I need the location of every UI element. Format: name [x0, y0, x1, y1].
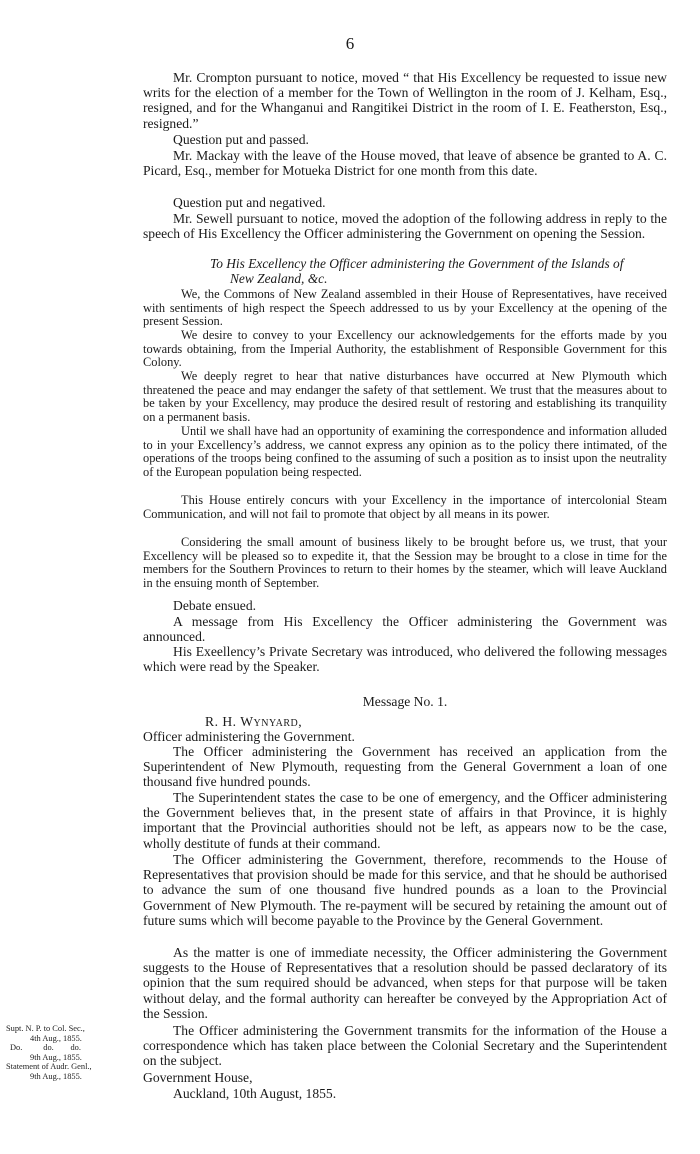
crompton-motion-paragraph: Mr. Crompton pursuant to notice, moved “ that His Excellency be requested to issue new writs for the election of a member for the Town of Wellington in the room of J. Kelham, Esq., resigned, and for the Whanganui and Rangitikei District in the room of I. E. Featherston, Esq., resigned.” — [143, 70, 667, 131]
message-paragraph-emergency: The Superintendent states the case to be one of emergency, and the Officer administering the Government believes that, in the present state of affairs in that Province, it is highly important that the Provincial authorities should not be left, as appears now to be the case, wholly destitute of funds at their command. — [143, 790, 667, 851]
mackay-motion-paragraph: Mr. Mackay with the leave of the House moved, that leave of absence be granted to A. C. Picard, Esq., member for Motueka District for one month from this date. — [143, 148, 667, 179]
message-office: Officer administering the Government. — [143, 729, 355, 744]
message-place: Government House, — [143, 1070, 253, 1085]
margin-note-line: Statement of Audr. Genl., — [6, 1062, 92, 1072]
margin-note — [6, 1024, 136, 1082]
message-date: Auckland, 10th August, 1855. — [173, 1086, 337, 1101]
message-paragraph-application: The Officer administering the Government has received an application from the Superintendent of New Plymouth, requesting from the General Government a loan of one thousand five hundred pounds. — [143, 744, 667, 790]
address-heading-line2: New Zealand, &c. — [230, 270, 328, 286]
address-paragraph-steam-communication: This House entirely concurs with your Excellency in the importance of intercolonial Steam Communication, and will not fail to promote that object by all means in its power. — [143, 493, 667, 521]
message-paragraph-recommendation: The Officer administering the Government, therefore, recommends to the House of Representatives that provision should be made for this service, and that he should be authorised to advance the sum of one thousand five hundred pounds as a loan to the Provincial Government of New Plymouth. The re-payment will be secured by retaining the amount out of future sums which will become payable to the Province by the General Government. — [143, 852, 667, 928]
question-passed-line: Question put and passed. — [173, 132, 309, 147]
message-paragraph-correspondence: The Officer administering the Government transmits for the information of the House a correspondence which has taken place between the Colonial Secretary and the Superintendent on the subject. — [143, 1023, 667, 1069]
address-paragraph-native-disturbances: We deeply regret to hear that native disturbances have occurred at New Plymouth which threatened the peace and may endanger the safety of that settlement. We trust that the measures about to be taken by your Excellency, may produce the desired result of restoring and establishing its tranquility on a permanent basis. — [143, 369, 667, 424]
sewell-motion-paragraph: Mr. Sewell pursuant to notice, moved the adoption of the following address in reply to the speech of His Excellency the Officer administering the Government on opening the Session. — [143, 211, 667, 242]
address-paragraph-acknowledgements: We desire to convey to your Excellency our acknowledgements for the efforts made by you towards obtaining, from the Imperial Authority, the establishment of Responsible Government for this Colony. — [143, 328, 667, 370]
message-signatory: R. H. Wynyard, — [205, 714, 303, 729]
message-paragraph-necessity: As the matter is one of immediate necessity, the Officer administering the Government suggests to the House of Representatives that a resolution should be passed declaratory of its opinion that the sum required should be advanced, when steps for that purpose will be taken without delay, and the formal authority can hereafter be conveyed by the Appropriation Act of the Session. — [143, 945, 667, 1021]
address-heading — [210, 257, 668, 286]
margin-note-line: Supt. N. P. to Col. Sec., — [6, 1024, 85, 1033]
message-title: Message No. 1. — [362, 694, 448, 709]
page-number: 6 — [345, 34, 355, 53]
address-paragraph-correspondence: Until we shall have had an opportunity of examining the correspondence and information alluded to in your Excellency’s address, we cannot express any opinion as to the policy there intimated, of the operations of the troops being confined to the assuming of such a position as to insist upon the neutrality of the European population being respected. — [143, 424, 667, 479]
address-paragraph-session-close: Considering the small amount of business likely to be brought before us, we trust, that your Excellency will be pleased so to expedite it, that the Session may be brought to a close in time for the members for the Southern Provinces to return to their homes by the steamer, which will leave Auckland in the ensuing month of September. — [143, 535, 667, 590]
message-announced-paragraph: A message from His Excellency the Officer administering the Government was announced. — [143, 614, 667, 645]
margin-note-line: 9th Aug., 1855. — [30, 1071, 82, 1081]
margin-note-line: Do. do. do. — [10, 1043, 81, 1053]
margin-note-line: 4th Aug., 1855. — [30, 1033, 82, 1043]
private-secretary-paragraph: His Exeellency’s Private Secretary was introduced, who delivered the following messages which were read by the Speaker. — [143, 644, 667, 675]
address-heading-line1: To His Excellency the Officer administering the Government of the Islands of — [210, 256, 624, 271]
margin-note-line: 9th Aug., 1855. — [30, 1052, 82, 1062]
address-paragraph-commons: We, the Commons of New Zealand assembled in their House of Representatives, have received with sentiments of high respect the Speech addressed to us by your Excellency at the opening of the present Session. — [143, 287, 667, 329]
debate-ensued-line: Debate ensued. — [173, 598, 257, 613]
question-negatived-line: Question put and negatived. — [173, 195, 326, 210]
